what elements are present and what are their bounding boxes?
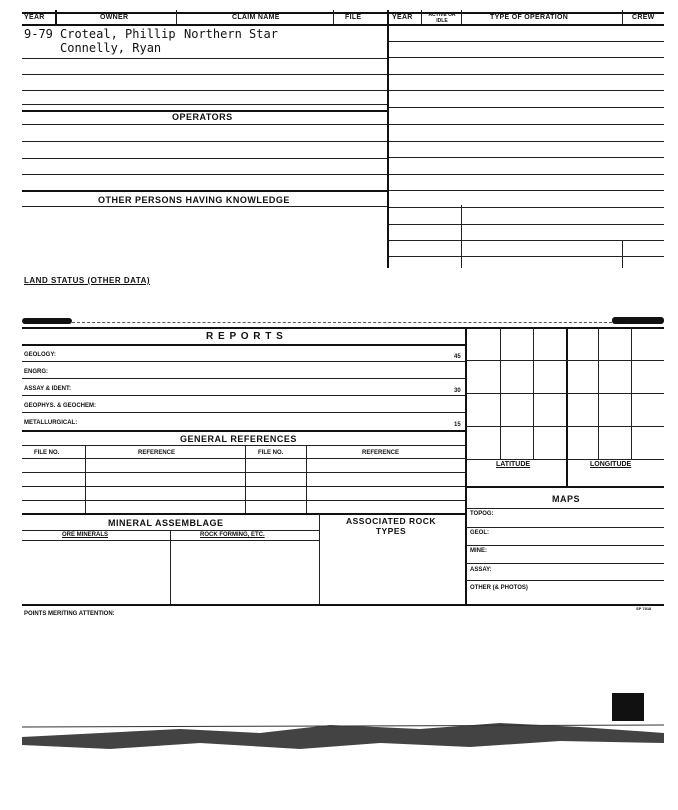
col-header-crew: CREW bbox=[632, 14, 655, 21]
row-line bbox=[389, 124, 664, 125]
report-geophys: GEOPHYS. & GEOCHEM: bbox=[24, 403, 97, 409]
ref-col-reference: REFERENCE bbox=[138, 450, 176, 456]
form-number: SP 7818 bbox=[636, 606, 652, 611]
row-line bbox=[389, 224, 664, 225]
row-line bbox=[389, 141, 664, 142]
other-persons-heading: OTHER PERSONS HAVING KNOWLEDGE bbox=[98, 195, 290, 205]
grid-line bbox=[466, 426, 664, 427]
divider bbox=[176, 10, 177, 24]
section-rule bbox=[22, 430, 465, 432]
report-geology-num: 45 bbox=[454, 354, 461, 360]
entry-owner-1: Croteal, Phillip bbox=[60, 27, 176, 41]
row-line bbox=[466, 563, 664, 564]
divider bbox=[170, 530, 171, 604]
divider bbox=[622, 10, 623, 24]
row-line bbox=[22, 90, 387, 91]
col-header-year-2: YEAR bbox=[392, 14, 413, 21]
report-metallurgical-num: 15 bbox=[454, 422, 461, 428]
col-header-owner: OWNER bbox=[100, 14, 129, 21]
row-line bbox=[389, 190, 664, 191]
entry-year: 9-79 bbox=[24, 27, 53, 41]
row-line bbox=[22, 395, 465, 396]
row-line bbox=[389, 174, 664, 175]
rock-forming-label: ROCK FORMING, ETC. bbox=[200, 532, 265, 538]
grid-line bbox=[566, 327, 568, 486]
ink-smear bbox=[612, 317, 664, 324]
divider bbox=[622, 240, 623, 268]
row-line bbox=[22, 445, 465, 446]
row-line bbox=[22, 141, 387, 142]
row-line bbox=[466, 580, 664, 581]
latitude-label: LATITUDE bbox=[496, 461, 531, 468]
entry-owner-2: Connelly, Ryan bbox=[60, 41, 162, 55]
row-line bbox=[22, 104, 387, 105]
col-header-type-of-operation: TYPE OF OPERATION bbox=[490, 14, 569, 21]
row-line bbox=[466, 545, 664, 546]
row-line bbox=[22, 378, 465, 379]
section-rule bbox=[22, 344, 465, 346]
maps-heading: MAPS bbox=[552, 494, 581, 504]
col-header-active-idle: ACTIVE OR IDLE bbox=[428, 12, 456, 24]
ref-col-file-no-2: FILE NO. bbox=[258, 450, 284, 456]
row-line bbox=[466, 527, 664, 528]
grid-line bbox=[466, 459, 664, 460]
report-assay: ASSAY & IDENT: bbox=[24, 386, 72, 392]
row-line bbox=[22, 58, 387, 59]
divider bbox=[421, 10, 422, 24]
points-meriting-attention-label: POINTS MERITING ATTENTION: bbox=[24, 611, 115, 617]
maps-topog: TOPOG: bbox=[470, 511, 494, 517]
section-rule bbox=[22, 190, 387, 192]
header-bottom-rule bbox=[22, 24, 664, 26]
divider bbox=[245, 445, 246, 513]
row-line bbox=[72, 322, 612, 323]
mineral-assemblage-heading: MINERAL ASSEMBLAGE bbox=[108, 518, 224, 528]
row-line bbox=[389, 157, 664, 158]
report-metallurgical: METALLURGICAL: bbox=[24, 420, 78, 426]
row-line bbox=[22, 500, 465, 501]
report-geology: GEOLOGY: bbox=[24, 352, 56, 358]
divider bbox=[306, 445, 307, 513]
ore-minerals-label: ORE MINERALS bbox=[62, 532, 109, 538]
divider bbox=[319, 513, 320, 604]
divider bbox=[333, 10, 334, 24]
col-header-claim-name: CLAIM NAME bbox=[232, 14, 280, 21]
divider bbox=[55, 10, 57, 24]
land-status-heading: LAND STATUS (OTHER DATA) bbox=[24, 276, 151, 285]
row-line bbox=[389, 107, 664, 108]
maps-other: OTHER (& PHOTOS) bbox=[470, 585, 528, 591]
operators-heading: OPERATORS bbox=[172, 112, 233, 122]
ref-col-file-no: FILE NO. bbox=[34, 450, 60, 456]
grid-line bbox=[466, 393, 664, 394]
row-line bbox=[22, 361, 465, 362]
maps-geol: GEOL: bbox=[470, 530, 489, 536]
reports-heading: R E P O R T S bbox=[206, 331, 284, 342]
row-line bbox=[22, 412, 465, 413]
row-line bbox=[389, 57, 664, 58]
entry-claim-name: Northern Star bbox=[184, 27, 278, 41]
general-references-heading: GENERAL REFERENCES bbox=[180, 434, 297, 444]
row-line bbox=[22, 124, 387, 125]
main-vertical-divider bbox=[387, 10, 389, 268]
row-line bbox=[389, 74, 664, 75]
row-line bbox=[389, 90, 664, 91]
divider bbox=[461, 10, 462, 24]
col-header-year: YEAR bbox=[24, 14, 45, 21]
row-line bbox=[389, 41, 664, 42]
row-line bbox=[22, 486, 465, 487]
associated-rock-types-heading: ASSOCIATED ROCK TYPES bbox=[346, 516, 436, 536]
section-rule bbox=[22, 604, 664, 606]
row-line bbox=[22, 158, 387, 159]
row-line bbox=[466, 508, 664, 509]
row-line bbox=[22, 458, 465, 459]
ink-smear bbox=[22, 318, 72, 324]
row-line bbox=[22, 174, 387, 175]
row-line bbox=[22, 74, 387, 75]
ref-col-reference-2: REFERENCE bbox=[362, 450, 400, 456]
report-engrg: ENGRG: bbox=[24, 369, 48, 375]
section-rule bbox=[466, 486, 664, 488]
maps-assay: ASSAY: bbox=[470, 567, 492, 573]
divider bbox=[85, 445, 86, 513]
col-header-file: FILE bbox=[345, 14, 362, 21]
longitude-label: LONGITUDE bbox=[590, 461, 632, 468]
divider bbox=[461, 205, 462, 268]
section-rule bbox=[22, 513, 465, 515]
scan-smear bbox=[0, 715, 678, 755]
maps-mine: MINE: bbox=[470, 548, 487, 554]
row-line bbox=[389, 207, 664, 208]
report-assay-num: 30 bbox=[454, 388, 461, 394]
row-line bbox=[22, 472, 465, 473]
row-line bbox=[22, 206, 387, 207]
grid-line bbox=[466, 360, 664, 361]
